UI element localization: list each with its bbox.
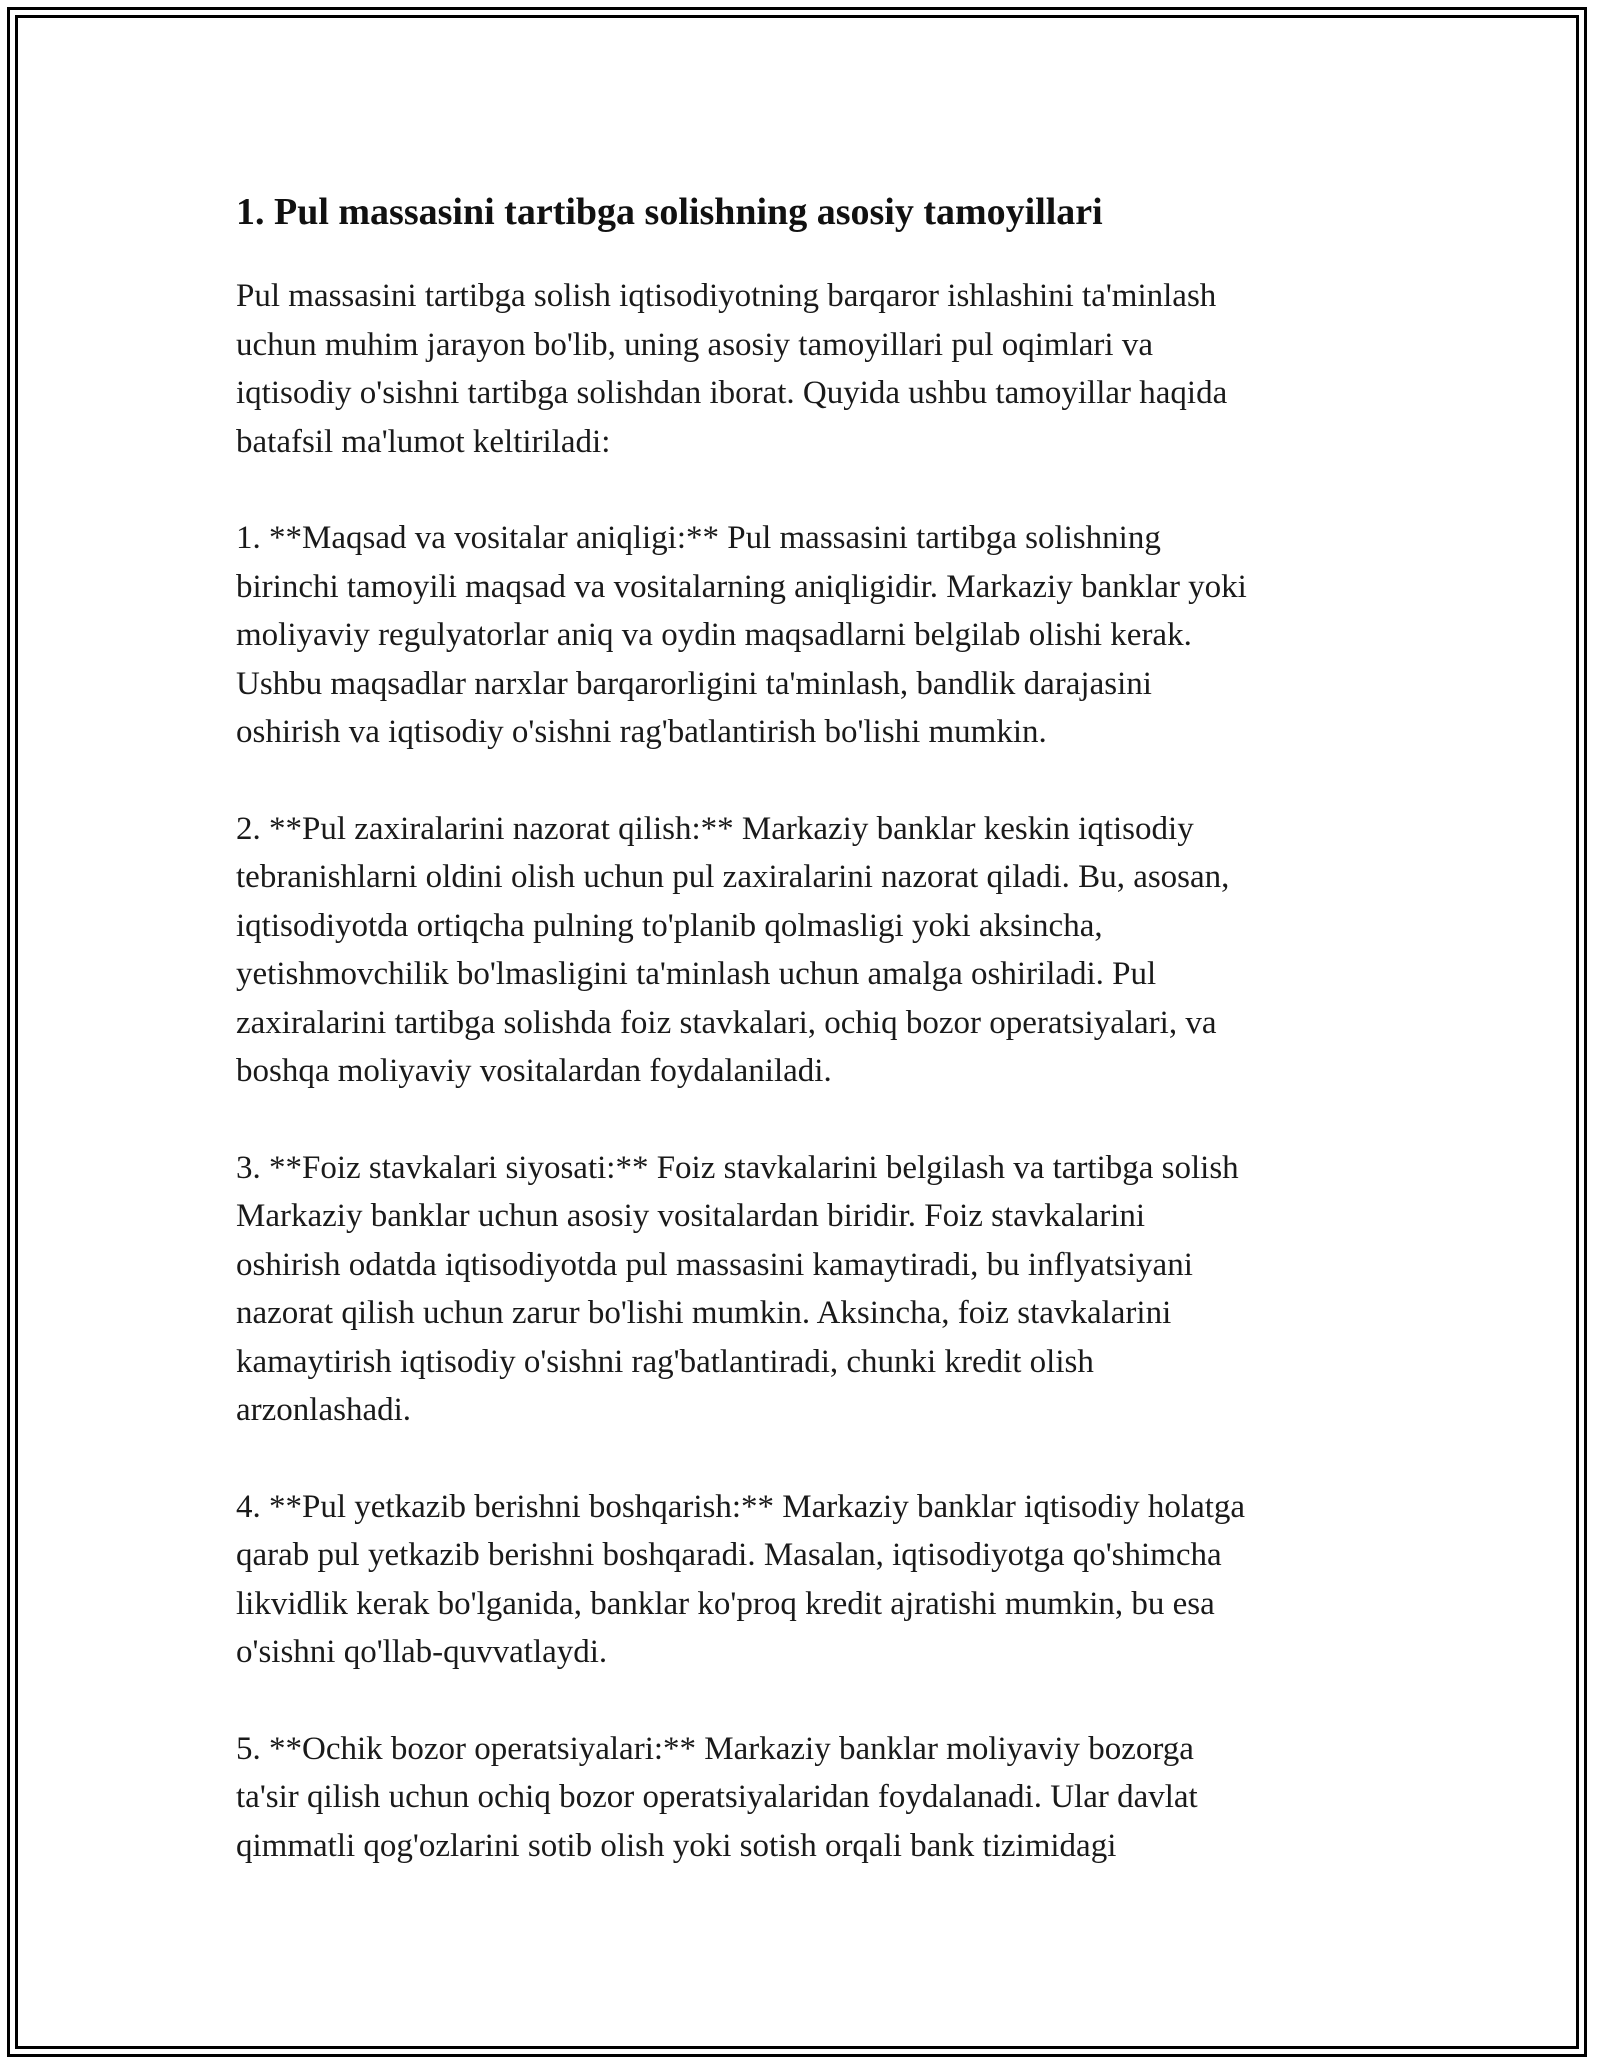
principle-3-paragraph: 3. **Foiz stavkalari siyosati:** Foiz stavkalarini belgilash va tartibga solish Markaziy banklar uchun asosiy vositalardan biridir. Foiz stavkalarini oshirish odatda iqtisodiyotda pul massasini kamaytiradi, bu inflyatsiyani nazorat qilish uchun zarur bo'lishi mumkin. Aksincha, foiz stavkalarini kamaytirish iqtisodiy o'sishni rag'batlantiradi, chunki kredit olish arzonlashadi. [236, 1149, 1239, 1428]
document-body [236, 186, 1376, 1918]
section-title: 1. Pul massasini tartibga solishning asosiy tamoyillari [236, 191, 1103, 233]
principle-2-paragraph: 2. **Pul zaxiralarini nazorat qilish:** Markaziy banklar keskin iqtisodiy tebranishlarni oldini olish uchun pul zaxiralarini nazorat qiladi. Bu, asosan, iqtisodiyotda ortiqcha pulning to'planib qolmasligi yoki aksincha, yetishmovchilik bo'lmasligini ta'minlash uchun amalga oshiriladi. Pul zaxiralarini tartibga solishda foiz stavkalari, ochiq bozor operatsiyalari, va boshqa moliyaviy vositalardan foydalaniladi. [236, 810, 1230, 1089]
principle-5-paragraph: 5. **Ochik bozor operatsiyalari:** Markaziy banklar moliyaviy bozorga ta'sir qilish uchun ochiq bozor operatsiyalaridan foydalanadi. Ular davlat qimmatli qog'ozlarini sotib olish yoki sotish orqali bank tizimidagi [236, 1730, 1198, 1864]
principle-1-paragraph: 1. **Maqsad va vositalar aniqligi:** Pul massasini tartibga solishning birinchi tamoyili maqsad va vositalarning aniqligidir. Markaziy banklar yoki moliyaviy regulyatorlar aniq va oydin maqsadlarni belgilab olishi kerak. Ushbu maqsadlar narxlar barqarorligini ta'minlash, bandlik darajasini oshirish va iqtisodiy o'sishni rag'batlantirish bo'lishi mumkin. [236, 520, 1247, 750]
principle-4-paragraph: 4. **Pul yetkazib berishni boshqarish:** Markaziy banklar iqtisodiy holatga qarab pul yetkazib berishni boshqaradi. Masalan, iqtisodiyotga qo'shimcha likvidlik kerak bo'lganida, banklar ko'proq kredit ajratishi mumkin, bu esa o'sishni qo'llab-quvvatlaydi. [236, 1488, 1246, 1670]
intro-paragraph: Pul massasini tartibga solish iqtisodiyotning barqaror ishlashini ta'minlash uchun muhim jarayon bo'lib, uning asosiy tamoyillari pul oqimlari va iqtisodiy o'sishni tartibga solishdan iborat. Quyida ushbu tamoyillar haqida batafsil ma'lumot keltiriladi: [236, 278, 1228, 460]
